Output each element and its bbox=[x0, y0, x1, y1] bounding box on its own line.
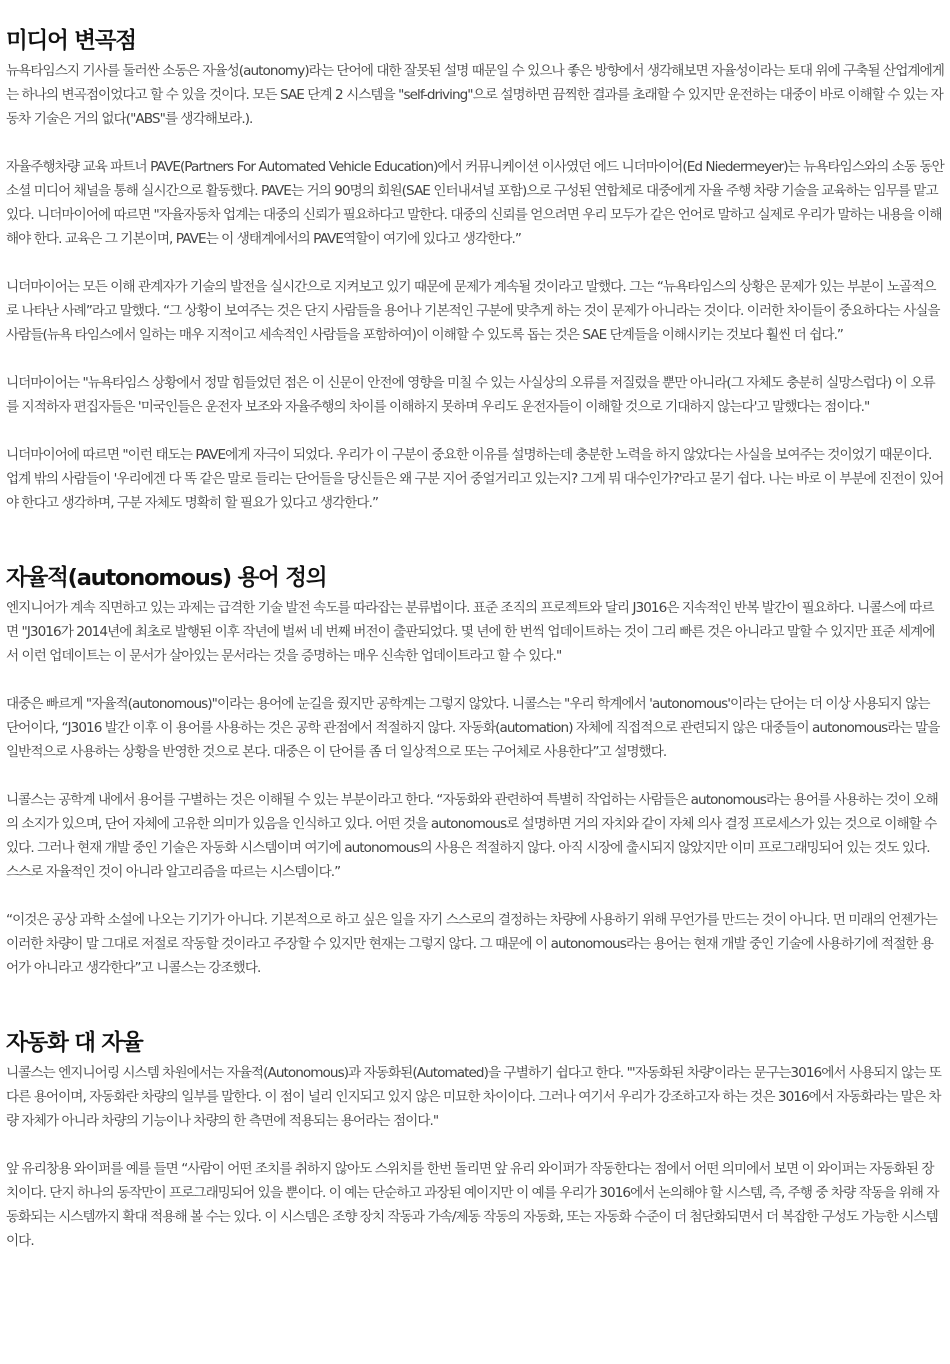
paragraph: 뉴욕타임스지 기사를 둘러싼 소동은 자율성(autonomy)라는 단어에 대한 잘못된 설명 때문일 수 있으나 좋은 방향에서 생각해보면 자율성이라는 토대 위에 구축될 산업계에게는 하나의 변곡점이었다고 할 수 있을 것이다. 모든 SAE 단계 2 시스템을 "self-driving"으로 설명하면 끔찍한 결과를 초래할 수 있지만 운전하는 대중이 바로 이해할 수 있는 자동차 기술은 거의 없다("ABS"를 생각해보라.). bbox=[6, 63, 944, 127]
paragraph: 니콜스는 엔지니어링 시스템 차원에서는 자율적(Autonomous)과 자동화된(Automated)을 구별하기 쉽다고 한다. "'자동화된 차량'이라는 문구는3016에서 사용되지 않는 또 다른 용어이며, 자동화란 차량의 일부를 말한다. 이 점이 널리 인지되고 있지 않은 미묘한 차이이다. 그러나 여기서 우리가 강조하고자 하는 것은 3016에서 자동화라는 말은 차량 자체가 아니라 차량의 기능이나 차량의 한 측면에 적용되는 용어라는 점이다." bbox=[6, 1065, 941, 1129]
paragraph: 니콜스는 공학계 내에서 용어를 구별하는 것은 이해될 수 있는 부분이라고 한다. “자동화와 관련하여 특별히 작업하는 사람들은 autonomous라는 용어를 사용하는 것이 오해의 소지가 있으며, 단어 자체에 고유한 의미가 있음을 인식하고 있다. 어떤 것을 autonomous로 설명하면 거의 자치와 같이 자체 의사 결정 프로세스가 있는 것으로 이해할 수 있다. 그러나 현재 개발 중인 기술은 자동화 시스템이며 여기에 autonomous의 사용은 적절하지 않다. 아직 시장에 출시되지 않았지만 이미 프로그래밍되어 있는 것도 있다. 스스로 자율적인 것이 아니라 알고리즘을 따르는 시스템이다.” bbox=[6, 792, 938, 880]
section-title: 자율적(autonomous) 용어 정의 bbox=[6, 565, 327, 591]
paragraph: 자율주행차량 교육 파트너 PAVE(Partners For Automated Vehicle Education)에서 커뮤니케이션 이사였던 에드 니더마이어(Ed Niedermeyer)는 뉴욕타임스와의 소동 동안 소셜 미디어 채널을 통해 실시간으로 활동했다. PAVE는 거의 90명의 회원(SAE 인터내셔널 포함)으로 구성된 연합체로 대중에게 자율 주행 차량 기술을 교육하는 임무를 맡고 있다. 니더마이어에 따르면 "자율자동차 업계는 대중의 신뢰가 필요하다고 말한다. 대중의 신뢰를 얻으려면 우리 모두가 같은 언어로 말하고 실제로 우리가 말하는 내용을 이해해야 한다. 교육은 그 기본이며, PAVE는 이 생태계에서의 PAVE역할이 여기에 있다고 생각한다.” bbox=[6, 159, 944, 247]
article bbox=[0, 25, 950, 1364]
section-automation-vs-autonomy bbox=[6, 1027, 944, 1253]
paragraph: 니더마이어에 따르면 "이런 태도는 PAVE에게 자극이 되었다. 우리가 이 구분이 중요한 이유를 설명하는데 충분한 노력을 하지 않았다는 사실을 보여주는 것이었기 때문이다. 업계 밖의 사람들이 '우리에겐 다 똑 같은 말로 들리는 단어들을 당신들은 왜 구분 지어 중얼거리고 있는지? 그게 뭐 대수인가?'라고 묻기 쉽다. 나는 바로 이 부분에 진전이 있어야 한다고 생각하며, 구분 자체도 명확히 할 필요가 있다고 생각한다.” bbox=[6, 447, 944, 511]
paragraph: 니더마이어는 모든 이해 관계자가 기술의 발전을 실시간으로 지켜보고 있기 때문에 문제가 계속될 것이라고 말했다. 그는 “뉴욕타임스의 상황은 문제가 있는 부분이 노골적으로 나타난 사례”라고 말했다. “그 상황이 보여주는 것은 단지 사람들을 용어나 기본적인 구분에 맞추게 하는 것이 문제가 아니라는 것이다. 이러한 차이들이 중요하다는 사실을 사람들(뉴욕 타임스에서 일하는 매우 지적이고 세속적인 사람들을 포함하여)이 이해할 수 있도록 돕는 것은 SAE 단계들을 이해시키는 것보다 훨씬 더 쉽다.” bbox=[6, 279, 940, 343]
paragraph: 엔지니어가 계속 직면하고 있는 과제는 급격한 기술 발전 속도를 따라잡는 분류법이다. 표준 조직의 프로젝트와 달리 J3016은 지속적인 반복 발간이 필요하다. 니콜스에 따르면 "J3016가 2014년에 최초로 발행된 이후 작년에 벌써 네 번째 버전이 출판되었다. 몇 년에 한 번씩 업데이트하는 것이 그리 빠른 것은 아니라고 말할 수 있지만 표준 세계에서 이런 업데이트는 이 문서가 살아있는 문서라는 것을 증명하는 매우 신속한 업데이트라고 할 수 있다." bbox=[6, 600, 935, 664]
paragraph: “이것은 공상 과학 소설에 나오는 기기가 아니다. 기본적으로 하고 싶은 일을 자기 스스로의 결정하는 차량에 사용하기 위해 무언가를 만드는 것이 아니다. 먼 미래의 언젠가는 이러한 차량이 말 그대로 저절로 작동할 것이라고 주장할 수 있지만 현재는 그렇지 않다. 그 때문에 이 autonomous라는 용어는 현재 개발 중인 기술에 사용하기에 적절한 용어가 아니라고 생각한다”고 니콜스는 강조했다. bbox=[6, 912, 937, 976]
paragraph: 니더마이어는 "뉴욕타임스 상황에서 정말 힘들었던 점은 이 신문이 안전에 영향을 미칠 수 있는 사실상의 오류를 저질렀을 뿐만 아니라(그 자체도 충분히 실망스럽다) 이 오류를 지적하자 편집자들은 '미국인들은 운전자 보조와 자율주행의 차이를 이해하지 못하며 우리도 운전자들이 이해할 것으로 기대하지 않는다'고 말했다는 점이다." bbox=[6, 375, 935, 415]
section-title: 미디어 변곡점 bbox=[6, 28, 136, 54]
section-title: 자동화 대 자율 bbox=[6, 1030, 143, 1056]
paragraph: 앞 유리창용 와이퍼를 예를 들면 “사람이 어떤 조치를 취하지 않아도 스위치를 한번 돌리면 앞 유리 와이퍼가 작동한다는 점에서 어떤 의미에서 보면 이 와이퍼는 자동화된 장치이다. 단지 하나의 동작만이 프로그래밍되어 있을 뿐이다. 이 예는 단순하고 과장된 예이지만 이 예를 우리가 3016에서 논의해야 할 시스템, 즉, 주행 중 차량 작동을 위해 자동화되는 시스템까지 확대 적용해 볼 수는 있다. 이 시스템은 조향 장치 작동과 가속/제동 작동의 자동화, 또는 자동화 수준이 더 첨단화되면서 더 복잡한 구성도 가능한 시스템이다. bbox=[6, 1161, 939, 1249]
section-media-inflection bbox=[6, 25, 944, 515]
paragraph: 대중은 빠르게 "자율적(autonomous)"이라는 용어에 눈길을 줬지만 공학계는 그렇지 않았다. 니콜스는 "우리 학계에서 'autonomous'이라는 단어는 더 이상 사용되지 않는 단어이다, “J3016 발간 이후 이 용어를 사용하는 것은 공학 관점에서 적절하지 않다. 자동화(automation) 자체에 직접적으로 관련되지 않은 대중들이 autonomous라는 말을 일반적으로 사용하는 상황을 반영한 것으로 본다. 대중은 이 단어를 좀 더 일상적으로 또는 구어체로 사용한다”고 설명했다. bbox=[6, 696, 940, 760]
section-autonomous-definition bbox=[6, 562, 944, 980]
